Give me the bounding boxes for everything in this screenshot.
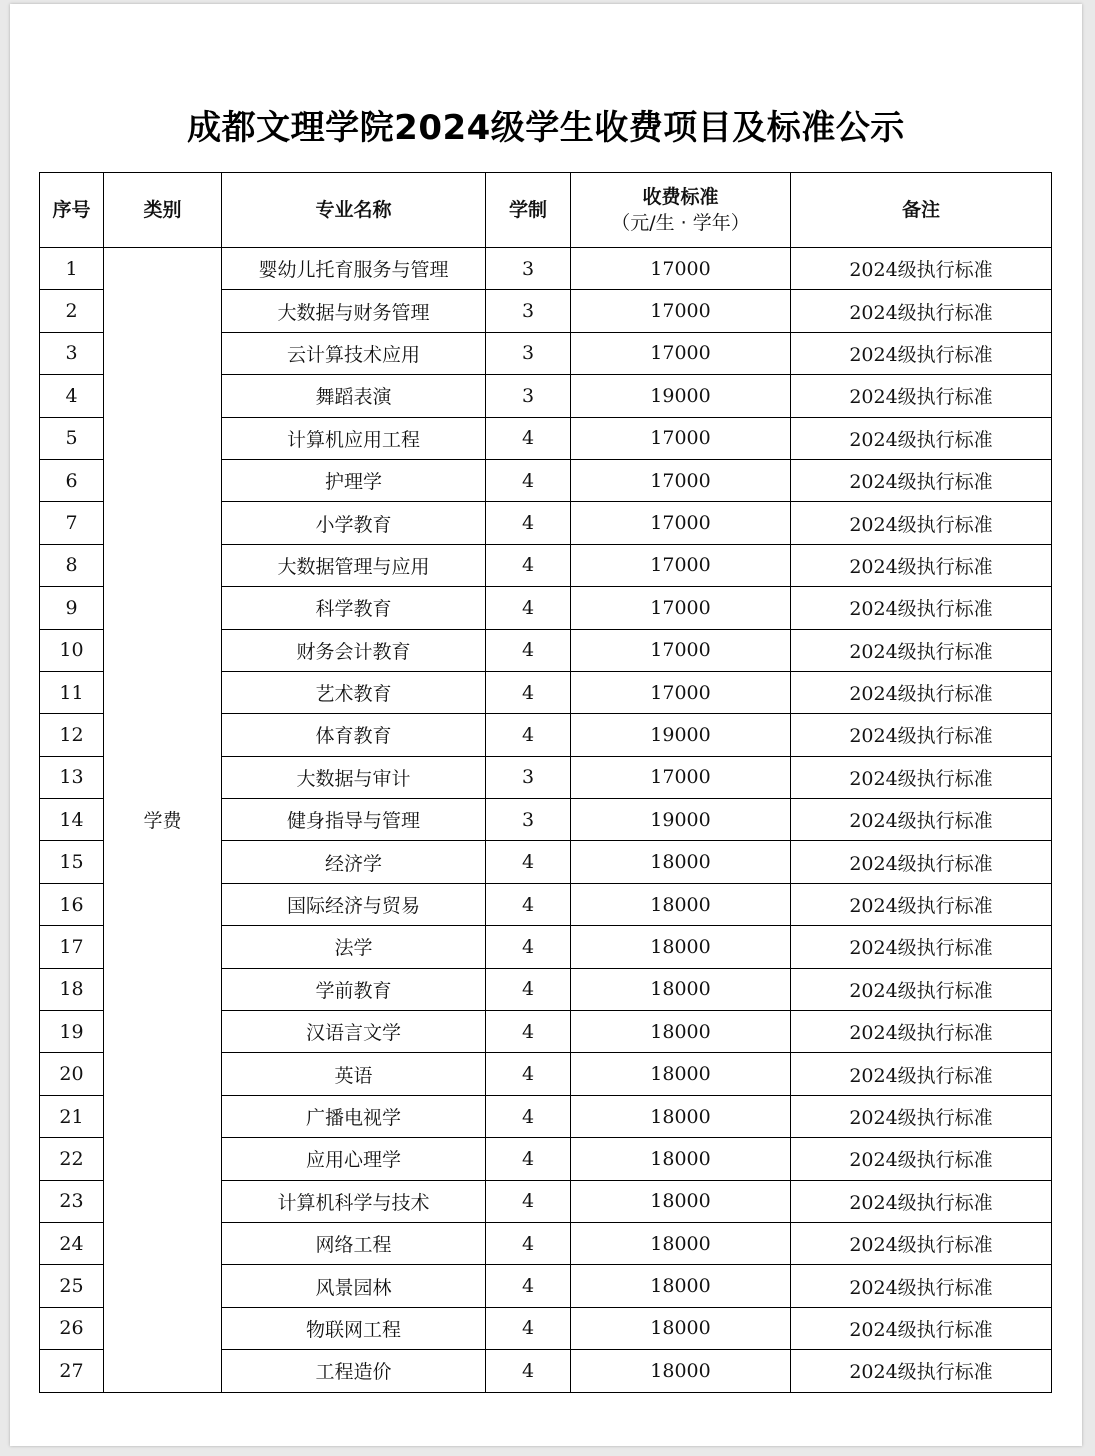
row-major: 科学教育: [222, 587, 486, 629]
row-note: 2024级执行标准: [791, 1222, 1052, 1264]
row-years: 4: [486, 629, 571, 671]
row-years: 3: [486, 248, 571, 290]
row-major: 工程造价: [222, 1350, 486, 1392]
row-fee: 17000: [571, 290, 791, 332]
fee-table: [39, 172, 1052, 1393]
row-fee: 18000: [571, 1180, 791, 1222]
row-seq: 16: [40, 883, 104, 925]
row-seq: 3: [40, 332, 104, 374]
row-note: 2024级执行标准: [791, 1350, 1052, 1392]
header-seq: 序号: [40, 173, 104, 248]
row-seq: 1: [40, 248, 104, 290]
row-seq: 15: [40, 841, 104, 883]
row-fee: 17000: [571, 587, 791, 629]
row-seq: 2: [40, 290, 104, 332]
row-major: 艺术教育: [222, 671, 486, 713]
row-seq: 8: [40, 544, 104, 586]
row-fee: 18000: [571, 1095, 791, 1137]
row-fee: 18000: [571, 1222, 791, 1264]
row-years: 4: [486, 417, 571, 459]
row-years: 4: [486, 671, 571, 713]
row-note: 2024级执行标准: [791, 332, 1052, 374]
row-years: 4: [486, 841, 571, 883]
row-note: 2024级执行标准: [791, 1138, 1052, 1180]
row-fee: 18000: [571, 968, 791, 1010]
row-note: 2024级执行标准: [791, 926, 1052, 968]
row-years: 4: [486, 1138, 571, 1180]
header-years: 学制: [486, 173, 571, 248]
row-note: 2024级执行标准: [791, 799, 1052, 841]
row-note: 2024级执行标准: [791, 459, 1052, 501]
row-major: 云计算技术应用: [222, 332, 486, 374]
header-category: 类别: [104, 173, 222, 248]
row-years: 4: [486, 1307, 571, 1349]
row-note: 2024级执行标准: [791, 968, 1052, 1010]
row-fee: 17000: [571, 417, 791, 459]
row-seq: 11: [40, 671, 104, 713]
row-note: 2024级执行标准: [791, 587, 1052, 629]
row-major: 广播电视学: [222, 1095, 486, 1137]
table-row: [40, 248, 1052, 290]
row-years: 4: [486, 1095, 571, 1137]
row-note: 2024级执行标准: [791, 375, 1052, 417]
row-major: 计算机应用工程: [222, 417, 486, 459]
row-fee: 18000: [571, 1138, 791, 1180]
row-note: 2024级执行标准: [791, 248, 1052, 290]
row-years: 4: [486, 926, 571, 968]
row-fee: 17000: [571, 459, 791, 501]
row-note: 2024级执行标准: [791, 1307, 1052, 1349]
row-note: 2024级执行标准: [791, 671, 1052, 713]
row-fee: 17000: [571, 671, 791, 713]
header-fee: [571, 173, 791, 248]
row-major: 国际经济与贸易: [222, 883, 486, 925]
row-years: 4: [486, 1053, 571, 1095]
row-major: 婴幼儿托育服务与管理: [222, 248, 486, 290]
row-fee: 19000: [571, 799, 791, 841]
row-major: 物联网工程: [222, 1307, 486, 1349]
page-title: 成都文理学院2024级学生收费项目及标准公示: [187, 108, 905, 148]
row-major: 舞蹈表演: [222, 375, 486, 417]
header-major: 专业名称: [222, 173, 486, 248]
row-major: 风景园林: [222, 1265, 486, 1307]
row-years: 4: [486, 502, 571, 544]
row-seq: 7: [40, 502, 104, 544]
row-seq: 24: [40, 1222, 104, 1264]
row-note: 2024级执行标准: [791, 883, 1052, 925]
table-body: [40, 248, 1052, 1393]
row-years: 4: [486, 968, 571, 1010]
row-years: 4: [486, 587, 571, 629]
row-seq: 18: [40, 968, 104, 1010]
row-seq: 25: [40, 1265, 104, 1307]
row-note: 2024级执行标准: [791, 502, 1052, 544]
row-note: 2024级执行标准: [791, 1053, 1052, 1095]
row-seq: 23: [40, 1180, 104, 1222]
row-years: 3: [486, 375, 571, 417]
row-major: 健身指导与管理: [222, 799, 486, 841]
row-years: 4: [486, 1265, 571, 1307]
row-seq: 19: [40, 1011, 104, 1053]
row-fee: 18000: [571, 1265, 791, 1307]
row-major: 汉语言文学: [222, 1011, 486, 1053]
row-major: 大数据与审计: [222, 756, 486, 798]
row-seq: 20: [40, 1053, 104, 1095]
row-major: 小学教育: [222, 502, 486, 544]
row-major: 计算机科学与技术: [222, 1180, 486, 1222]
row-fee: 17000: [571, 629, 791, 671]
row-major: 经济学: [222, 841, 486, 883]
row-fee: 18000: [571, 883, 791, 925]
row-fee: 18000: [571, 1350, 791, 1392]
row-fee: 18000: [571, 1307, 791, 1349]
header-note: 备注: [791, 173, 1052, 248]
row-major: 护理学: [222, 459, 486, 501]
document-page: [10, 4, 1082, 1446]
row-years: 3: [486, 332, 571, 374]
row-fee: 19000: [571, 375, 791, 417]
row-note: 2024级执行标准: [791, 1265, 1052, 1307]
row-major: 大数据管理与应用: [222, 544, 486, 586]
row-note: 2024级执行标准: [791, 629, 1052, 671]
row-seq: 4: [40, 375, 104, 417]
row-seq: 17: [40, 926, 104, 968]
row-years: 4: [486, 883, 571, 925]
row-fee: 17000: [571, 332, 791, 374]
row-fee: 17000: [571, 502, 791, 544]
row-fee: 18000: [571, 1053, 791, 1095]
row-note: 2024级执行标准: [791, 756, 1052, 798]
row-major: 学前教育: [222, 968, 486, 1010]
row-years: 3: [486, 756, 571, 798]
row-note: 2024级执行标准: [791, 544, 1052, 586]
row-fee: 18000: [571, 1011, 791, 1053]
row-fee: 19000: [571, 714, 791, 756]
row-years: 4: [486, 714, 571, 756]
row-seq: 9: [40, 587, 104, 629]
row-major: 网络工程: [222, 1222, 486, 1264]
row-note: 2024级执行标准: [791, 714, 1052, 756]
row-years: 4: [486, 1180, 571, 1222]
category-cell: 学费: [104, 248, 222, 1393]
row-years: 3: [486, 290, 571, 332]
row-seq: 22: [40, 1138, 104, 1180]
row-major: 大数据与财务管理: [222, 290, 486, 332]
row-fee: 17000: [571, 544, 791, 586]
header-fee-title: 收费标准: [642, 186, 719, 208]
row-fee: 17000: [571, 248, 791, 290]
row-major: 英语: [222, 1053, 486, 1095]
row-note: 2024级执行标准: [791, 1095, 1052, 1137]
row-years: 4: [486, 1222, 571, 1264]
row-major: 应用心理学: [222, 1138, 486, 1180]
row-major: 法学: [222, 926, 486, 968]
row-note: 2024级执行标准: [791, 841, 1052, 883]
row-years: 4: [486, 459, 571, 501]
row-fee: 18000: [571, 841, 791, 883]
row-seq: 13: [40, 756, 104, 798]
row-seq: 10: [40, 629, 104, 671]
row-years: 4: [486, 1350, 571, 1392]
row-seq: 27: [40, 1350, 104, 1392]
header-fee-unit: （元/生 · 学年）: [611, 212, 750, 234]
row-seq: 6: [40, 459, 104, 501]
row-major: 财务会计教育: [222, 629, 486, 671]
row-fee: 18000: [571, 926, 791, 968]
row-seq: 21: [40, 1095, 104, 1137]
row-note: 2024级执行标准: [791, 290, 1052, 332]
table-header-row: [40, 173, 1052, 248]
row-seq: 5: [40, 417, 104, 459]
row-seq: 12: [40, 714, 104, 756]
row-major: 体育教育: [222, 714, 486, 756]
row-seq: 26: [40, 1307, 104, 1349]
row-note: 2024级执行标准: [791, 1011, 1052, 1053]
row-note: 2024级执行标准: [791, 1180, 1052, 1222]
row-years: 4: [486, 1011, 571, 1053]
row-seq: 14: [40, 799, 104, 841]
row-fee: 17000: [571, 756, 791, 798]
row-years: 4: [486, 544, 571, 586]
row-years: 3: [486, 799, 571, 841]
row-note: 2024级执行标准: [791, 417, 1052, 459]
